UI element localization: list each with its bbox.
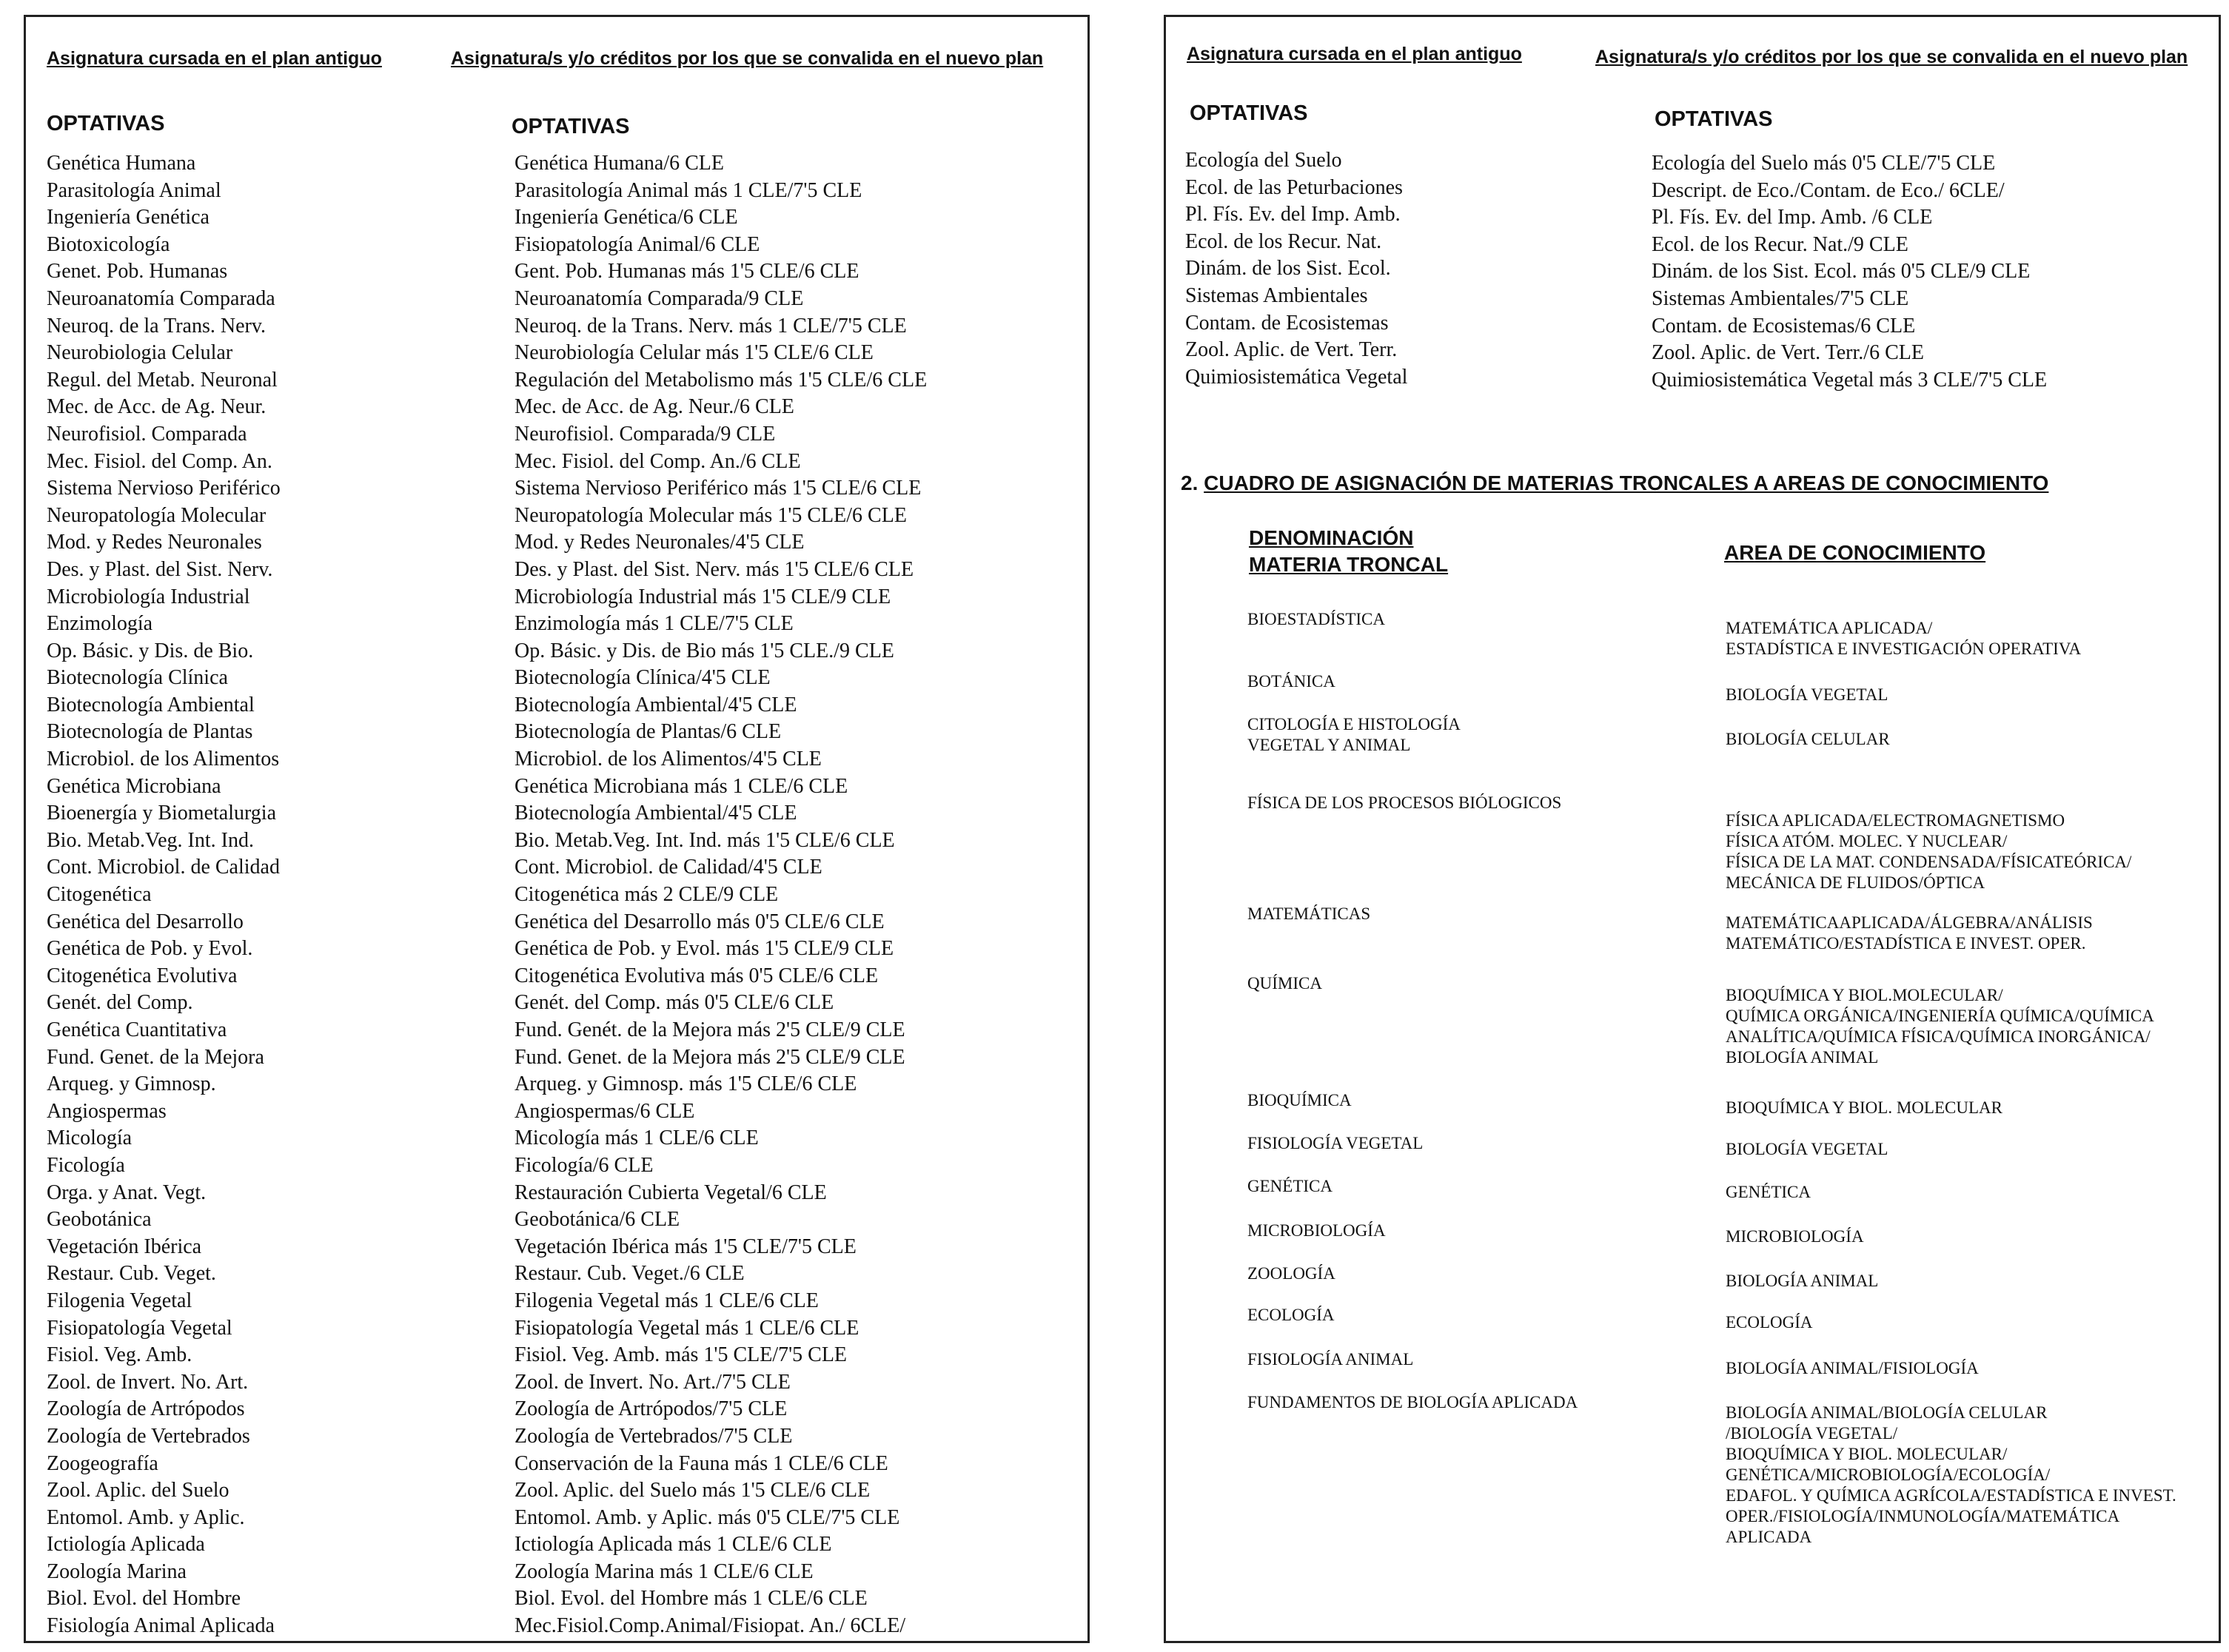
new-subject-item: Regulación del Metabolismo más 1'5 CLE/6 CLE	[514, 368, 928, 392]
old-subject-item: Ecología del Suelo	[1185, 149, 1342, 172]
area-conocimiento-cell: ECOLOGÍA	[1726, 1313, 1813, 1332]
old-subject-item: Angiospermas	[47, 1099, 167, 1123]
old-subject-item: Bio. Metab.Veg. Int. Ind.	[47, 828, 254, 852]
section-optativas-new: OPTATIVAS	[512, 115, 630, 138]
new-subject-item: Parasitología Animal más 1 CLE/7'5 CLE	[514, 178, 862, 202]
new-subject-item: Conservación de la Fauna más 1 CLE/6 CLE	[514, 1451, 888, 1475]
materia-troncal-cell: BOTÁNICA	[1247, 672, 1335, 691]
old-subject-item: Zoogeografía	[47, 1451, 158, 1475]
old-subject-item: Bioenergía y Biometalurgia	[47, 802, 277, 825]
materia-troncal-cell: FÍSICA DE LOS PROCESOS BIÓLOGICOS	[1247, 793, 1562, 812]
new-subject-item: Fund. Genét. de la Mejora más 2'5 CLE/9 CLE	[514, 1018, 905, 1041]
new-subject-item: Zoología Marina más 1 CLE/6 CLE	[514, 1559, 814, 1583]
old-subject-item: Des. y Plast. del Sist. Nerv.	[47, 557, 273, 581]
area-conocimiento-cell: BIOLOGÍA ANIMAL/FISIOLOGÍA	[1726, 1359, 1979, 1377]
new-subjects-list	[514, 150, 927, 1640]
new-subject-item: Ecol. de los Recur. Nat./9 CLE	[1652, 232, 1908, 256]
old-subject-item: Neuroanatomía Comparada	[47, 286, 275, 310]
new-subject-item: Fund. Genet. de la Mejora más 2'5 CLE/9 CLE	[514, 1045, 905, 1069]
old-subject-item: Genética de Pob. y Evol.	[47, 937, 253, 961]
new-subject-item: Dinám. de los Sist. Ecol. más 0'5 CLE/9 CLE	[1652, 260, 2031, 283]
old-subject-item: Neurofisiol. Comparada	[47, 422, 247, 446]
old-subject-item: Arqueg. y Gimnosp.	[47, 1072, 216, 1096]
new-subject-item: Biotecnología Ambiental/4'5 CLE	[514, 802, 797, 825]
new-subject-item: Entomol. Amb. y Aplic. más 0'5 CLE/7'5 CLE	[514, 1505, 900, 1529]
new-subject-item: Bio. Metab.Veg. Int. Ind. más 1'5 CLE/6 CLE	[514, 828, 895, 852]
new-subject-item: Ecología del Suelo más 0'5 CLE/7'5 CLE	[1652, 152, 1996, 175]
old-subject-item: Fisiología Animal Aplicada	[47, 1614, 275, 1638]
new-subject-item: Filogenia Vegetal más 1 CLE/6 CLE	[514, 1289, 819, 1312]
old-subject-item: Mec. Fisiol. del Comp. An.	[47, 449, 272, 473]
new-subject-item: Genética de Pob. y Evol. más 1'5 CLE/9 CLE	[514, 937, 894, 961]
new-subject-item: Sistema Nervioso Periférico más 1'5 CLE/6 CLE	[514, 477, 922, 500]
new-subject-item: Genética Humana/6 CLE	[514, 152, 725, 175]
new-subject-item: Zoología de Artrópodos/7'5 CLE	[514, 1397, 788, 1421]
new-subject-item: Biotecnología Clínica/4'5 CLE	[514, 666, 771, 690]
new-subject-item: Mec.Fisiol.Comp.Animal/Fisiopat. An./ 6CLE/	[514, 1614, 906, 1638]
materia-troncal-cell: FISIOLOGÍA VEGETAL	[1247, 1134, 1424, 1152]
new-subject-item: Geobotánica/6 CLE	[514, 1208, 680, 1232]
old-subject-item: Dinám. de los Sist. Ecol.	[1185, 257, 1391, 281]
materia-troncal-cell: CITOLOGÍA E HISTOLOGÍA VEGETAL Y ANIMAL	[1247, 715, 1461, 754]
old-subjects-list	[47, 150, 281, 1640]
materia-troncal-cell: BIOESTADÍSTICA	[1247, 610, 1385, 628]
old-subject-item: Neurobiologia Celular	[47, 341, 233, 365]
new-subject-item: Citogenética más 2 CLE/9 CLE	[514, 883, 779, 907]
old-subject-item: Cont. Microbiol. de Calidad	[47, 856, 280, 879]
new-subject-item: Pl. Fís. Ev. del Imp. Amb. /6 CLE	[1652, 206, 1933, 229]
new-subject-item: Citogenética Evolutiva más 0'5 CLE/6 CLE	[514, 964, 879, 987]
old-subject-item: Pl. Fís. Ev. del Imp. Amb.	[1185, 203, 1401, 226]
materia-troncal-cell: MATEMÁTICAS	[1247, 904, 1371, 923]
section-optativas-new: OPTATIVAS	[1655, 107, 1773, 131]
materia-troncal-cell: ZOOLOGÍA	[1247, 1264, 1335, 1283]
new-subject-item: Arqueg. y Gimnosp. más 1'5 CLE/6 CLE	[514, 1072, 857, 1096]
old-subject-item: Neuroq. de la Trans. Nerv.	[47, 314, 267, 338]
section-2-title-text: CUADRO DE ASIGNACIÓN DE MATERIAS TRONCALES A AREAS DE CONOCIMIENTO	[1204, 471, 2049, 494]
old-subject-item: Zool. Aplic. de Vert. Terr.	[1185, 338, 1398, 362]
old-subject-item: Zoología Marina	[47, 1559, 187, 1583]
old-subject-item: Geobotánica	[47, 1208, 152, 1232]
col-header-materia	[1249, 525, 1448, 578]
area-conocimiento-cell: BIOLOGÍA VEGETAL	[1726, 685, 1888, 704]
new-subject-item: Zool. de Invert. No. Art./7'5 CLE	[514, 1370, 791, 1394]
old-subject-item: Biotecnología Ambiental	[47, 693, 255, 716]
area-conocimiento-cell: BIOQUÍMICA Y BIOL. MOLECULAR	[1726, 1098, 2002, 1117]
new-subject-item: Ictiología Aplicada más 1 CLE/6 CLE	[514, 1533, 832, 1557]
old-subjects-list	[1185, 147, 1407, 391]
old-subject-item: Orga. y Anat. Vegt.	[47, 1181, 207, 1204]
new-subject-item: Enzimología más 1 CLE/7'5 CLE	[514, 612, 794, 636]
old-subject-item: Citogenética	[47, 883, 152, 907]
area-conocimiento-cell: BIOLOGÍA ANIMAL	[1726, 1272, 1879, 1290]
new-subject-item: Neuropatología Molecular más 1'5 CLE/6 CLE	[514, 503, 907, 527]
old-subject-item: Fisiol. Veg. Amb.	[47, 1343, 192, 1367]
header-old-plan: Asignatura cursada en el plan antiguo	[1187, 44, 1522, 64]
section-optativas-old: OPTATIVAS	[47, 112, 165, 135]
new-subject-item: Restaur. Cub. Veget./6 CLE	[514, 1262, 745, 1286]
old-subject-item: Quimiosistemática Vegetal	[1185, 365, 1408, 389]
new-subject-item: Mod. y Redes Neuronales/4'5 CLE	[514, 531, 805, 554]
new-subject-item: Neurobiología Celular más 1'5 CLE/6 CLE	[514, 341, 874, 365]
old-subject-item: Microbiol. de los Alimentos	[47, 748, 280, 771]
old-subject-item: Micología	[47, 1126, 133, 1150]
materia-troncal-cell: QUÍMICA	[1247, 974, 1322, 993]
new-subject-item: Microbiol. de los Alimentos/4'5 CLE	[514, 748, 822, 771]
new-subject-item: Mec. Fisiol. del Comp. An./6 CLE	[514, 449, 801, 473]
section-optativas-old: OPTATIVAS	[1190, 101, 1308, 125]
left-page	[24, 15, 1090, 1643]
old-subject-item: Genética del Desarrollo	[47, 910, 244, 933]
new-subject-item: Restauración Cubierta Vegetal/6 CLE	[514, 1181, 827, 1204]
old-subject-item: Vegetación Ibérica	[47, 1235, 202, 1258]
old-subject-item: Biol. Evol. del Hombre	[47, 1587, 241, 1611]
old-subject-item: Zoología de Vertebrados	[47, 1424, 250, 1448]
new-subject-item: Biol. Evol. del Hombre más 1 CLE/6 CLE	[514, 1587, 868, 1611]
new-subject-item: Descript. de Eco./Contam. de Eco./ 6CLE/	[1652, 178, 2005, 202]
old-subject-item: Biotoxicología	[47, 232, 170, 256]
new-subject-item: Zool. Aplic. del Suelo más 1'5 CLE/6 CLE	[514, 1479, 871, 1502]
materia-troncal-cell: FUNDAMENTOS DE BIOLOGÍA APLICADA	[1247, 1393, 1578, 1411]
old-subject-item: Genética Humana	[47, 152, 196, 175]
new-subject-item: Genét. del Comp. más 0'5 CLE/6 CLE	[514, 991, 834, 1015]
old-subject-item: Restaur. Cub. Veget.	[47, 1262, 216, 1286]
new-subject-item: Fisiopatología Animal/6 CLE	[514, 232, 760, 256]
col-header-area: AREA DE CONOCIMIENTO	[1724, 541, 1986, 564]
materia-troncal-cell: GENÉTICA	[1247, 1177, 1333, 1195]
new-subject-item: Mec. de Acc. de Ag. Neur./6 CLE	[514, 395, 794, 419]
old-subject-item: Entomol. Amb. y Aplic.	[47, 1505, 245, 1529]
materia-troncal-cell: ECOLOGÍA	[1247, 1306, 1335, 1324]
old-subject-item: Fund. Genet. de la Mejora	[47, 1045, 264, 1069]
new-subject-item: Micología más 1 CLE/6 CLE	[514, 1126, 759, 1150]
old-subject-item: Genética Microbiana	[47, 774, 221, 798]
old-subject-item: Biotecnología Clínica	[47, 666, 228, 690]
area-conocimiento-cell: BIOLOGÍA CELULAR	[1726, 730, 1890, 748]
header-old-plan: Asignatura cursada en el plan antiguo	[47, 48, 382, 69]
area-conocimiento-cell: BIOLOGÍA VEGETAL	[1726, 1140, 1888, 1158]
old-subject-item: Zoología de Artrópodos	[47, 1397, 245, 1421]
new-subject-item: Neurofisiol. Comparada/9 CLE	[514, 422, 776, 446]
new-subject-item: Ingeniería Genética/6 CLE	[514, 206, 738, 229]
old-subject-item: Mec. de Acc. de Ag. Neur.	[47, 395, 267, 419]
old-subject-item: Regul. del Metab. Neuronal	[47, 368, 278, 392]
materia-troncal-cell: MICROBIOLOGÍA	[1247, 1221, 1386, 1240]
new-subject-item: Biotecnología Ambiental/4'5 CLE	[514, 693, 797, 716]
col-header-materia-line1: DENOMINACIÓN	[1249, 526, 1414, 549]
new-subject-item: Biotecnología de Plantas/6 CLE	[514, 720, 782, 744]
new-subject-item: Quimiosistemática Vegetal más 3 CLE/7'5 CLE	[1652, 368, 2048, 392]
old-subject-item: Ecol. de los Recur. Nat.	[1185, 229, 1382, 253]
right-page	[1164, 15, 2221, 1643]
old-subject-item: Ingeniería Genética	[47, 206, 210, 229]
materia-troncal-cell: BIOQUÍMICA	[1247, 1091, 1352, 1109]
old-subject-item: Sistema Nervioso Periférico	[47, 477, 281, 500]
old-subject-item: Fisiopatología Vegetal	[47, 1316, 232, 1340]
old-subject-item: Neuropatología Molecular	[47, 503, 267, 527]
new-subject-item: Op. Básic. y Dis. de Bio más 1'5 CLE./9 CLE	[514, 639, 894, 662]
old-subject-item: Contam. de Ecosistemas	[1185, 311, 1389, 335]
area-conocimiento-cell: MATEMÁTICA APLICADA/ ESTADÍSTICA E INVESTIGACIÓN OPERATIVA	[1726, 619, 2082, 658]
old-subject-item: Zool. de Invert. No. Art.	[47, 1370, 249, 1394]
new-subject-item: Microbiología Industrial más 1'5 CLE/9 CLE	[514, 585, 891, 608]
new-subject-item: Sistemas Ambientales/7'5 CLE	[1652, 286, 1909, 310]
area-conocimiento-cell: FÍSICA APLICADA/ELECTROMAGNETISMO FÍSICA ATÓM. MOLEC. Y NUCLEAR/ FÍSICA DE LA MAT. CONDENSADA/FÍSICATEÓRICA/ MECÁNICA DE FLUIDOS/ÓPTICA	[1726, 811, 2132, 892]
area-conocimiento-cell: BIOQUÍMICA Y BIOL.MOLECULAR/ QUÍMICA ORGÁNICA/INGENIERÍA QUÍMICA/QUÍMICA ANALÍTICA/QUÍMICA FÍSICA/QUÍMICA INORGÁNICA/ BIOLOGÍA ANIMAL	[1726, 986, 2154, 1067]
new-subjects-list	[1652, 150, 2047, 394]
old-subject-item: Ictiología Aplicada	[47, 1533, 205, 1557]
header-new-plan: Asignatura/s y/o créditos por los que se convalida en el nuevo plan	[1595, 47, 2188, 67]
area-conocimiento-cell: MATEMÁTICAAPLICADA/ÁLGEBRA/ANÁLISIS MATEMÁTICO/ESTADÍSTICA E INVEST. OPER.	[1726, 913, 2093, 953]
old-subject-item: Ficología	[47, 1153, 125, 1177]
section-2-title	[1181, 471, 2048, 495]
old-subject-item: Microbiología Industrial	[47, 585, 250, 608]
old-subject-item: Genet. Pob. Humanas	[47, 260, 228, 283]
new-subject-item: Neuroanatomía Comparada/9 CLE	[514, 286, 804, 310]
new-subject-item: Gent. Pob. Humanas más 1'5 CLE/6 CLE	[514, 260, 859, 283]
old-subject-item: Citogenética Evolutiva	[47, 964, 238, 987]
old-subject-item: Zool. Aplic. del Suelo	[47, 1479, 229, 1502]
area-conocimiento-cell: MICROBIOLOGÍA	[1726, 1227, 1864, 1246]
new-subject-item: Zool. Aplic. de Vert. Terr./6 CLE	[1652, 341, 1924, 365]
new-subject-item: Vegetación Ibérica más 1'5 CLE/7'5 CLE	[514, 1235, 857, 1258]
header-new-plan: Asignatura/s y/o créditos por los que se convalida en el nuevo plan	[451, 48, 1044, 69]
new-subject-item: Angiospermas/6 CLE	[514, 1099, 695, 1123]
old-subject-item: Parasitología Animal	[47, 178, 221, 202]
new-subject-item: Genética Microbiana más 1 CLE/6 CLE	[514, 774, 848, 798]
materia-troncal-cell: FISIOLOGÍA ANIMAL	[1247, 1350, 1414, 1369]
old-subject-item: Genét. del Comp.	[47, 991, 193, 1015]
col-header-materia-line2: MATERIA TRONCAL	[1249, 553, 1449, 576]
section-2-number: 2.	[1181, 471, 1199, 494]
old-subject-item: Op. Básic. y Dis. de Bio.	[47, 639, 254, 662]
area-conocimiento-cell: GENÉTICA	[1726, 1183, 1811, 1201]
new-subject-item: Fisiol. Veg. Amb. más 1'5 CLE/7'5 CLE	[514, 1343, 848, 1367]
old-subject-item: Sistemas Ambientales	[1185, 283, 1368, 307]
new-subject-item: Cont. Microbiol. de Calidad/4'5 CLE	[514, 856, 822, 879]
old-subject-item: Enzimología	[47, 612, 153, 636]
new-subject-item: Genética del Desarrollo más 0'5 CLE/6 CLE	[514, 910, 885, 933]
new-subject-item: Zoología de Vertebrados/7'5 CLE	[514, 1424, 793, 1448]
new-subject-item: Contam. de Ecosistemas/6 CLE	[1652, 314, 1916, 338]
new-subject-item: Des. y Plast. del Sist. Nerv. más 1'5 CLE/6 CLE	[514, 557, 914, 581]
old-subject-item: Filogenia Vegetal	[47, 1289, 192, 1312]
old-subject-item: Genética Cuantitativa	[47, 1018, 227, 1041]
new-subject-item: Fisiopatología Vegetal más 1 CLE/6 CLE	[514, 1316, 859, 1340]
old-subject-item: Mod. y Redes Neuronales	[47, 531, 262, 554]
old-subject-item: Ecol. de las Peturbaciones	[1185, 175, 1403, 199]
new-subject-item: Neuroq. de la Trans. Nerv. más 1 CLE/7'5 CLE	[514, 314, 907, 338]
area-conocimiento-cell: BIOLOGÍA ANIMAL/BIOLOGÍA CELULAR /BIOLOGÍA VEGETAL/ BIOQUÍMICA Y BIOL. MOLECULAR/ GENÉTICA/MICROBIOLOGÍA/ECOLOGÍA/ EDAFOL. Y QUÍMICA AGRÍCOLA/ESTADÍSTICA E INVEST. OPER./FISIOLOGÍA/INMUNOLOGÍA/MATEMÁTICA APLICADA	[1726, 1403, 2176, 1546]
old-subject-item: Biotecnología de Plantas	[47, 720, 253, 744]
new-subject-item: Ficología/6 CLE	[514, 1153, 654, 1177]
